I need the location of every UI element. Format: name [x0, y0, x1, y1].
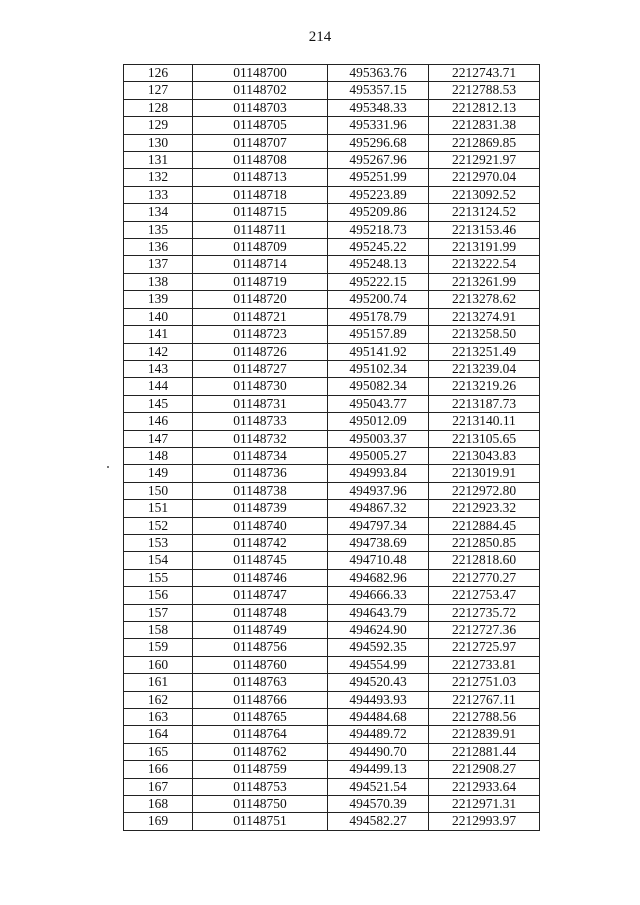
y-coordinate-cell: 2212923.32 — [429, 500, 540, 517]
row-number-cell: 138 — [124, 273, 193, 290]
y-coordinate-cell: 2213105.65 — [429, 430, 540, 447]
row-number-cell: 150 — [124, 482, 193, 499]
point-id-cell: 01148764 — [193, 726, 328, 743]
y-coordinate-cell: 2213140.11 — [429, 413, 540, 430]
x-coordinate-cell: 495082.34 — [328, 378, 429, 395]
table-row — [124, 99, 540, 116]
coordinate-table-body — [124, 65, 540, 831]
table-row — [124, 221, 540, 238]
row-number-cell: 166 — [124, 761, 193, 778]
x-coordinate-cell: 494489.72 — [328, 726, 429, 743]
table-row — [124, 395, 540, 412]
point-id-cell: 01148708 — [193, 152, 328, 169]
x-coordinate-cell: 494666.33 — [328, 587, 429, 604]
table-row — [124, 360, 540, 377]
row-number-cell: 158 — [124, 622, 193, 639]
x-coordinate-cell: 494490.70 — [328, 743, 429, 760]
x-coordinate-cell: 495012.09 — [328, 413, 429, 430]
y-coordinate-cell: 2212788.56 — [429, 709, 540, 726]
point-id-cell: 01148739 — [193, 500, 328, 517]
table-row — [124, 778, 540, 795]
table-row — [124, 674, 540, 691]
x-coordinate-cell: 494624.90 — [328, 622, 429, 639]
table-row — [124, 500, 540, 517]
x-coordinate-cell: 494499.13 — [328, 761, 429, 778]
point-id-cell: 01148718 — [193, 186, 328, 203]
table-row — [124, 413, 540, 430]
x-coordinate-cell: 495267.96 — [328, 152, 429, 169]
x-coordinate-cell: 494592.35 — [328, 639, 429, 656]
row-number-cell: 146 — [124, 413, 193, 430]
table-row — [124, 273, 540, 290]
x-coordinate-cell: 494867.32 — [328, 500, 429, 517]
point-id-cell: 01148750 — [193, 796, 328, 813]
y-coordinate-cell: 2212743.71 — [429, 65, 540, 82]
row-number-cell: 159 — [124, 639, 193, 656]
y-coordinate-cell: 2212970.04 — [429, 169, 540, 186]
x-coordinate-cell: 495248.13 — [328, 256, 429, 273]
row-number-cell: 151 — [124, 500, 193, 517]
x-coordinate-cell: 495296.68 — [328, 134, 429, 151]
point-id-cell: 01148731 — [193, 395, 328, 412]
x-coordinate-cell: 494993.84 — [328, 465, 429, 482]
point-id-cell: 01148765 — [193, 709, 328, 726]
point-id-cell: 01148703 — [193, 99, 328, 116]
y-coordinate-cell: 2213278.62 — [429, 291, 540, 308]
table-row — [124, 482, 540, 499]
row-number-cell: 141 — [124, 326, 193, 343]
row-number-cell: 157 — [124, 604, 193, 621]
table-row — [124, 343, 540, 360]
point-id-cell: 01148730 — [193, 378, 328, 395]
table-row — [124, 152, 540, 169]
x-coordinate-cell: 494520.43 — [328, 674, 429, 691]
point-id-cell: 01148733 — [193, 413, 328, 430]
x-coordinate-cell: 495005.27 — [328, 447, 429, 464]
point-id-cell: 01148727 — [193, 360, 328, 377]
row-number-cell: 142 — [124, 343, 193, 360]
table-row — [124, 186, 540, 203]
y-coordinate-cell: 2212972.80 — [429, 482, 540, 499]
table-row — [124, 587, 540, 604]
row-number-cell: 154 — [124, 552, 193, 569]
point-id-cell: 01148766 — [193, 691, 328, 708]
point-id-cell: 01148760 — [193, 656, 328, 673]
y-coordinate-cell: 2212812.13 — [429, 99, 540, 116]
y-coordinate-cell: 2212770.27 — [429, 569, 540, 586]
point-id-cell: 01148748 — [193, 604, 328, 621]
row-number-cell: 137 — [124, 256, 193, 273]
row-number-cell: 164 — [124, 726, 193, 743]
row-number-cell: 145 — [124, 395, 193, 412]
point-id-cell: 01148709 — [193, 239, 328, 256]
y-coordinate-cell: 2213124.52 — [429, 204, 540, 221]
row-number-cell: 134 — [124, 204, 193, 221]
point-id-cell: 01148759 — [193, 761, 328, 778]
x-coordinate-cell: 494710.48 — [328, 552, 429, 569]
y-coordinate-cell: 2213261.99 — [429, 273, 540, 290]
table-row — [124, 204, 540, 221]
row-number-cell: 165 — [124, 743, 193, 760]
table-row — [124, 743, 540, 760]
point-id-cell: 01148734 — [193, 447, 328, 464]
row-number-cell: 148 — [124, 447, 193, 464]
table-row — [124, 517, 540, 534]
y-coordinate-cell: 2212751.03 — [429, 674, 540, 691]
point-id-cell: 01148711 — [193, 221, 328, 238]
row-number-cell: 155 — [124, 569, 193, 586]
table-row — [124, 169, 540, 186]
x-coordinate-cell: 494797.34 — [328, 517, 429, 534]
table-row — [124, 82, 540, 99]
y-coordinate-cell: 2212971.31 — [429, 796, 540, 813]
y-coordinate-cell: 2213187.73 — [429, 395, 540, 412]
y-coordinate-cell: 2212788.53 — [429, 82, 540, 99]
table-row — [124, 378, 540, 395]
table-row — [124, 256, 540, 273]
row-number-cell: 153 — [124, 534, 193, 551]
table-row — [124, 134, 540, 151]
x-coordinate-cell: 494493.93 — [328, 691, 429, 708]
x-coordinate-cell: 494682.96 — [328, 569, 429, 586]
row-number-cell: 128 — [124, 99, 193, 116]
y-coordinate-cell: 2212908.27 — [429, 761, 540, 778]
y-coordinate-cell: 2212850.85 — [429, 534, 540, 551]
row-number-cell: 130 — [124, 134, 193, 151]
y-coordinate-cell: 2212818.60 — [429, 552, 540, 569]
table-row — [124, 447, 540, 464]
page-number: 214 — [308, 29, 332, 45]
x-coordinate-cell: 495331.96 — [328, 117, 429, 134]
point-id-cell: 01148751 — [193, 813, 328, 830]
table-row — [124, 239, 540, 256]
table-row — [124, 552, 540, 569]
point-id-cell: 01148720 — [193, 291, 328, 308]
point-id-cell: 01148738 — [193, 482, 328, 499]
table-row — [124, 639, 540, 656]
row-number-cell: 127 — [124, 82, 193, 99]
x-coordinate-cell: 494570.39 — [328, 796, 429, 813]
y-coordinate-cell: 2212725.97 — [429, 639, 540, 656]
row-number-cell: 135 — [124, 221, 193, 238]
point-id-cell: 01148749 — [193, 622, 328, 639]
x-coordinate-cell: 495102.34 — [328, 360, 429, 377]
table-row — [124, 430, 540, 447]
table-row — [124, 65, 540, 82]
table-row — [124, 117, 540, 134]
scan-dot-mark — [107, 466, 109, 468]
point-id-cell: 01148719 — [193, 273, 328, 290]
table-row — [124, 308, 540, 325]
point-id-cell: 01148702 — [193, 82, 328, 99]
table-row — [124, 813, 540, 830]
x-coordinate-cell: 494521.54 — [328, 778, 429, 795]
y-coordinate-cell: 2212767.11 — [429, 691, 540, 708]
point-id-cell: 01148723 — [193, 326, 328, 343]
x-coordinate-cell: 495222.15 — [328, 273, 429, 290]
point-id-cell: 01148736 — [193, 465, 328, 482]
y-coordinate-cell: 2212727.36 — [429, 622, 540, 639]
row-number-cell: 169 — [124, 813, 193, 830]
point-id-cell: 01148726 — [193, 343, 328, 360]
row-number-cell: 133 — [124, 186, 193, 203]
x-coordinate-cell: 494738.69 — [328, 534, 429, 551]
y-coordinate-cell: 2212933.64 — [429, 778, 540, 795]
y-coordinate-cell: 2213043.83 — [429, 447, 540, 464]
x-coordinate-cell: 495223.89 — [328, 186, 429, 203]
x-coordinate-cell: 495218.73 — [328, 221, 429, 238]
x-coordinate-cell: 495357.15 — [328, 82, 429, 99]
table-row — [124, 326, 540, 343]
x-coordinate-cell: 495141.92 — [328, 343, 429, 360]
point-id-cell: 01148740 — [193, 517, 328, 534]
y-coordinate-cell: 2213222.54 — [429, 256, 540, 273]
y-coordinate-cell: 2212869.85 — [429, 134, 540, 151]
y-coordinate-cell: 2213239.04 — [429, 360, 540, 377]
table-row — [124, 726, 540, 743]
y-coordinate-cell: 2212735.72 — [429, 604, 540, 621]
table-row — [124, 291, 540, 308]
point-id-cell: 01148746 — [193, 569, 328, 586]
y-coordinate-cell: 2213258.50 — [429, 326, 540, 343]
row-number-cell: 126 — [124, 65, 193, 82]
table-row — [124, 569, 540, 586]
row-number-cell: 162 — [124, 691, 193, 708]
row-number-cell: 152 — [124, 517, 193, 534]
point-id-cell: 01148713 — [193, 169, 328, 186]
x-coordinate-cell: 495178.79 — [328, 308, 429, 325]
x-coordinate-cell: 494484.68 — [328, 709, 429, 726]
point-id-cell: 01148753 — [193, 778, 328, 795]
row-number-cell: 131 — [124, 152, 193, 169]
y-coordinate-cell: 2212733.81 — [429, 656, 540, 673]
y-coordinate-cell: 2213251.49 — [429, 343, 540, 360]
table-row — [124, 656, 540, 673]
point-id-cell: 01148742 — [193, 534, 328, 551]
x-coordinate-cell: 495245.22 — [328, 239, 429, 256]
point-id-cell: 01148705 — [193, 117, 328, 134]
y-coordinate-cell: 2212921.97 — [429, 152, 540, 169]
y-coordinate-cell: 2213092.52 — [429, 186, 540, 203]
coordinate-table — [123, 64, 540, 831]
row-number-cell: 143 — [124, 360, 193, 377]
row-number-cell: 167 — [124, 778, 193, 795]
x-coordinate-cell: 494643.79 — [328, 604, 429, 621]
row-number-cell: 139 — [124, 291, 193, 308]
point-id-cell: 01148721 — [193, 308, 328, 325]
point-id-cell: 01148747 — [193, 587, 328, 604]
x-coordinate-cell: 495043.77 — [328, 395, 429, 412]
table-row — [124, 709, 540, 726]
row-number-cell: 163 — [124, 709, 193, 726]
x-coordinate-cell: 495348.33 — [328, 99, 429, 116]
row-number-cell: 149 — [124, 465, 193, 482]
point-id-cell: 01148707 — [193, 134, 328, 151]
point-id-cell: 01148700 — [193, 65, 328, 82]
point-id-cell: 01148715 — [193, 204, 328, 221]
point-id-cell: 01148714 — [193, 256, 328, 273]
x-coordinate-cell: 495200.74 — [328, 291, 429, 308]
table-row — [124, 796, 540, 813]
row-number-cell: 156 — [124, 587, 193, 604]
row-number-cell: 132 — [124, 169, 193, 186]
y-coordinate-cell: 2212839.91 — [429, 726, 540, 743]
y-coordinate-cell: 2212993.97 — [429, 813, 540, 830]
row-number-cell: 129 — [124, 117, 193, 134]
x-coordinate-cell: 495157.89 — [328, 326, 429, 343]
point-id-cell: 01148756 — [193, 639, 328, 656]
y-coordinate-cell: 2213153.46 — [429, 221, 540, 238]
point-id-cell: 01148762 — [193, 743, 328, 760]
x-coordinate-cell: 494937.96 — [328, 482, 429, 499]
x-coordinate-cell: 494554.99 — [328, 656, 429, 673]
y-coordinate-cell: 2213219.26 — [429, 378, 540, 395]
y-coordinate-cell: 2212884.45 — [429, 517, 540, 534]
y-coordinate-cell: 2213019.91 — [429, 465, 540, 482]
x-coordinate-cell: 495251.99 — [328, 169, 429, 186]
x-coordinate-cell: 495003.37 — [328, 430, 429, 447]
row-number-cell: 136 — [124, 239, 193, 256]
point-id-cell: 01148763 — [193, 674, 328, 691]
x-coordinate-cell: 495209.86 — [328, 204, 429, 221]
table-row — [124, 761, 540, 778]
table-row — [124, 691, 540, 708]
x-coordinate-cell: 494582.27 — [328, 813, 429, 830]
y-coordinate-cell: 2213274.91 — [429, 308, 540, 325]
point-id-cell: 01148745 — [193, 552, 328, 569]
point-id-cell: 01148732 — [193, 430, 328, 447]
table-row — [124, 622, 540, 639]
x-coordinate-cell: 495363.76 — [328, 65, 429, 82]
y-coordinate-cell: 2213191.99 — [429, 239, 540, 256]
row-number-cell: 161 — [124, 674, 193, 691]
row-number-cell: 144 — [124, 378, 193, 395]
table-row — [124, 534, 540, 551]
row-number-cell: 160 — [124, 656, 193, 673]
y-coordinate-cell: 2212753.47 — [429, 587, 540, 604]
row-number-cell: 168 — [124, 796, 193, 813]
row-number-cell: 140 — [124, 308, 193, 325]
table-row — [124, 604, 540, 621]
table-row — [124, 465, 540, 482]
y-coordinate-cell: 2212881.44 — [429, 743, 540, 760]
y-coordinate-cell: 2212831.38 — [429, 117, 540, 134]
row-number-cell: 147 — [124, 430, 193, 447]
